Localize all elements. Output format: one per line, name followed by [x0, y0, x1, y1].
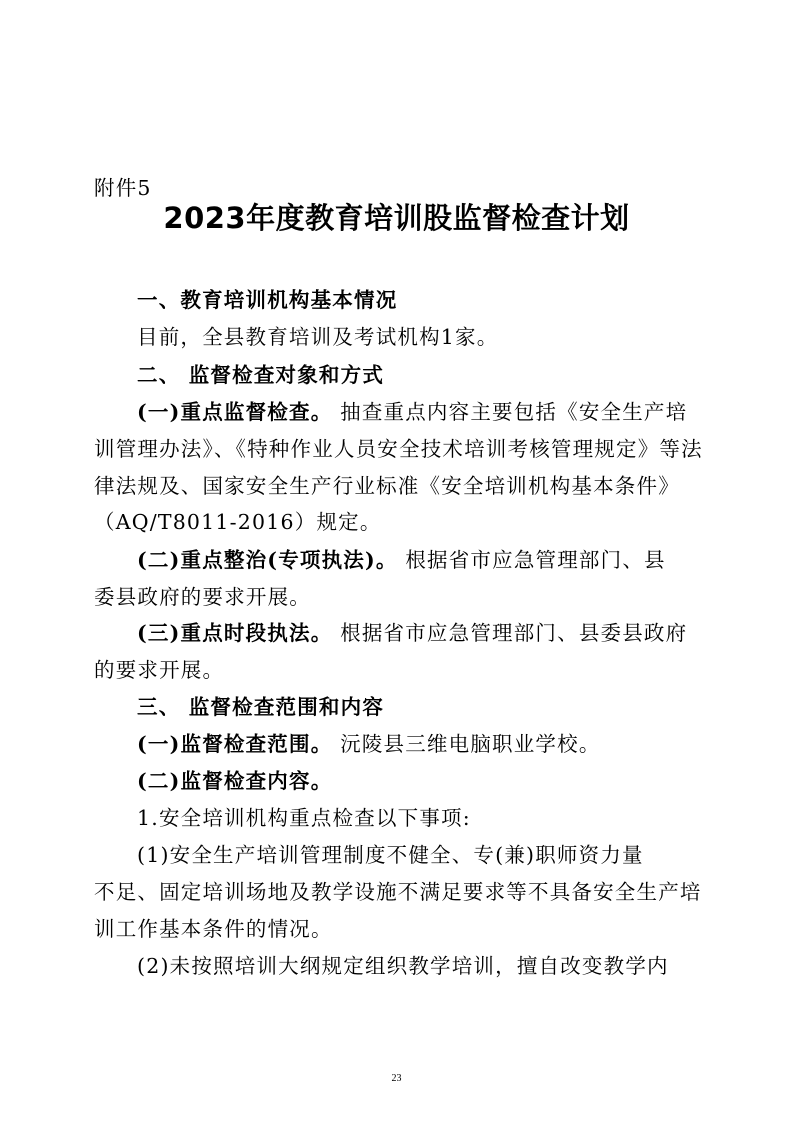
section-2-heading: 二、 监督检查对象和方式 — [137, 363, 385, 387]
item-text: 根据省市应急管理部门、县委县政府 — [340, 621, 688, 645]
item-label: (一)重点监督检查。 — [137, 400, 333, 424]
paragraph-line: 训管理办法》、《特种作业人员安全技术培训考核管理规定》等法 — [94, 437, 703, 461]
paragraph-line: (2)未按照培训大纲规定组织教学培训，擅自改变教学内 — [137, 954, 669, 978]
paragraph-line: 1.安全培训机构重点检查以下事项: — [137, 806, 471, 830]
section-3-item-1 — [137, 732, 601, 756]
section-3-heading: 三、 监督检查范围和内容 — [137, 695, 385, 719]
item-text: 沅陵县三维电脑职业学校。 — [340, 732, 601, 756]
page-title: 2023年度教育培训股监督检查计划 — [163, 201, 630, 235]
paragraph-line: 训工作基本条件的情况。 — [94, 917, 333, 941]
section-1-text: 目前，全县教育培训及考试机构1家。 — [137, 325, 499, 349]
section-2-item-2 — [137, 548, 666, 572]
page-number: 23 — [391, 1073, 402, 1084]
paragraph-line: (1)安全生产培训管理制度不健全、专(兼)职师资力量 — [137, 843, 644, 867]
section-1-heading: 一、教育培训机构基本情况 — [137, 288, 398, 312]
paragraph-line: 的要求开展。 — [94, 658, 225, 682]
section-2-item-3 — [137, 621, 687, 645]
item-label: (二)重点整治(专项执法)。 — [137, 548, 398, 572]
item-label: (三)重点时段执法。 — [137, 621, 333, 645]
attachment-label: 附件5 — [94, 176, 152, 200]
paragraph-line: （AQ/T8011-2016）规定。 — [94, 510, 382, 534]
item-label: (一)监督检查范围。 — [137, 732, 333, 756]
item-text: 根据省市应急管理部门、县 — [405, 548, 666, 572]
item-text: 抽查重点内容主要包括《安全生产培 — [340, 400, 688, 424]
section-3-item-2: (二)监督检查内容。 — [137, 769, 333, 793]
paragraph-line: 不足、固定培训场地及教学设施不满足要求等不具备安全生产培 — [94, 880, 702, 904]
paragraph-line: 委县政府的要求开展。 — [94, 585, 311, 609]
paragraph-line: 律法规及、国家安全生产行业标准《安全培训机构基本条件》 — [94, 474, 680, 498]
section-2-item-1 — [137, 400, 687, 424]
